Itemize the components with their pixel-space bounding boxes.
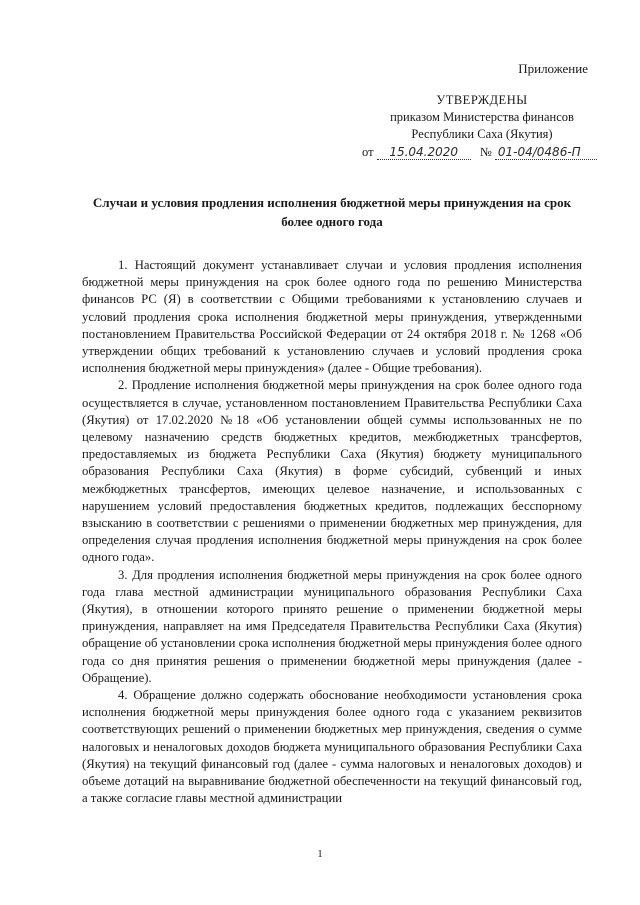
order-line-1: приказом Министерства финансов <box>390 110 574 124</box>
page-number: 1 <box>317 848 323 860</box>
paragraph-2: 2. Продление исполнения бюджетной меры принуждения на срок более одного года осуществляется в случае, установленном постановлением Правительства Республики Саха (Якутия) от 17.02.2020 №18 «Об установлении общей суммы использованных не по целевому назначению средств бюджетных кредитов, межбюджетных трансфертов, предоставляемых из бюджета Республики Саха (Якутия) бюджету муниципального образования Республики Саха (Якутия) в форме субсидий, субвенций и иных межбюджетных трансфертов, имеющих целевое назначение, и использованных с нарушением условий предоставления бюджетных кредитов, подлежащих бесспорному взысканию в соответствии с решениями о применении бюджетных мер принуждения, для определения случая продления исполнения бюджетной меры принуждения на срок более одного года». <box>82 378 582 565</box>
appendix-label: Приложение <box>518 61 588 76</box>
handwritten-date: 15.04.2020 <box>377 145 471 160</box>
date-prefix: от <box>362 145 374 159</box>
approved-heading: УТВЕРЖДЕНЫ <box>436 93 528 107</box>
approval-block <box>362 92 602 161</box>
number-sign: № <box>479 145 492 159</box>
order-line-2: Республики Саха (Якутия) <box>411 127 553 141</box>
handwritten-order-number: 01-04/0486-П <box>495 145 597 160</box>
paragraph-3: 3. Для продления исполнения бюджетной меры принуждения на срок более одного года глава местной администрации муниципального образования Республики Саха (Якутия), в отношении которого принято решение о применении бюджетной меры принуждения, направляет на имя Председателя Правительства Республики Саха (Якутия) обращение об установлении срока исполнения бюджетной меры принуждения более одного года со дня принятия решения о применении бюджетной меры принуждения (далее - Обращение). <box>82 567 582 685</box>
paragraph-1: 1. Настоящий документ устанавливает случаи и условия продления исполнения бюджетной меры принуждения на срок более одного года по решению Министерства финансов РС (Я) в соответствии с Общими требованиями к установлению случаев и условий продления срока исполнения бюджетной меры принуждения, утвержденными постановлением Правительства Российской Федерации от 24 октября 2018 г. № 1268 «Об утверждении общих требований к установлению случаев и условий продления срока исполнения бюджетной меры принуждения» (далее - Общие требования). <box>82 258 582 376</box>
document-body <box>82 257 582 808</box>
paragraph-4: 4. Обращение должно содержать обоснование необходимости установления срока исполнения бюджетной меры принуждения более одного года с указанием реквизитов соответствующих решений о применении бюджетных мер принуждения, сведения о сумме налоговых и неналоговых доходов бюджета муниципального образования Республики Саха (Якутия) на текущий финансовый год (далее - сумма налоговых и неналоговых доходов) и объеме дотаций на выравнивание бюджетной обеспеченности на текущий финансовый год, а также согласие главы местной администрации <box>82 688 582 806</box>
document-title: Случаи и условия продления исполнения бюджетной меры принуждения на срок более одного года <box>92 195 572 229</box>
order-date-row <box>362 144 602 161</box>
